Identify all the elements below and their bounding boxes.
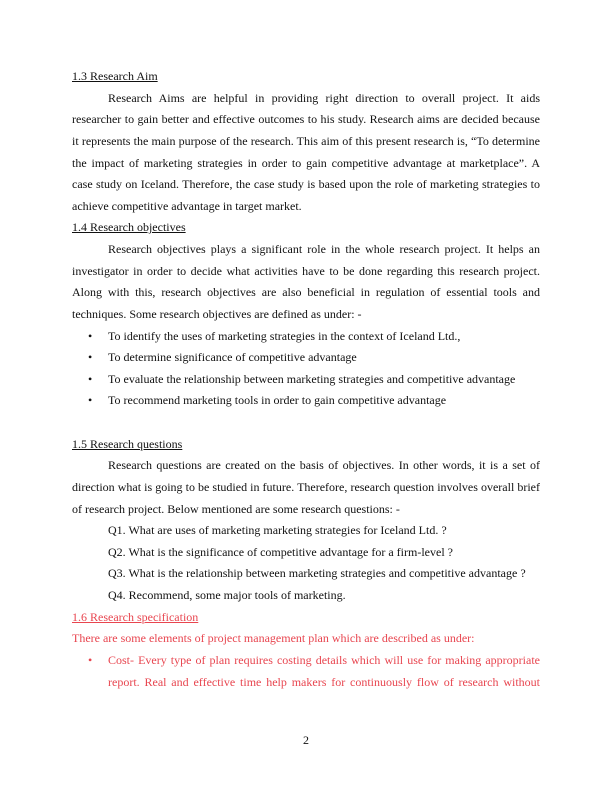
paragraph-line: case study on Iceland. Therefore, the case study is based upon the role of marketing strategies to: [72, 177, 540, 192]
paragraph-line: researcher to gain better and effective outcomes to his study. Research aims are decided because: [72, 112, 540, 127]
bullet-text: Cost- Every type of plan requires costing details which will use for making appropriate: [108, 652, 540, 667]
blank-line: [72, 412, 540, 434]
bullet-text: To evaluate the relationship between marketing strategies and competitive advantage: [108, 371, 516, 386]
paragraph-line: it represents the main purpose of the research. This aim of this present research is, “To determine: [72, 133, 540, 148]
paragraph-line: direction what is going to be studied in future. Therefore, research question involves overall brief: [72, 479, 540, 494]
heading-research-objectives: 1.4 Research objectives: [72, 220, 186, 235]
page-number: 2: [303, 733, 309, 747]
bullet-item: [72, 390, 540, 412]
paragraph-line: Along with this, research objectives are also beneficial in regulation of essential tools and: [72, 285, 540, 300]
question-item: Q4. Recommend, some major tools of marketing.: [108, 588, 346, 602]
bullet-item: [72, 347, 540, 369]
bullet-continuation: report. Real and effective time help makers for continuously flow of research without: [108, 674, 540, 689]
question-item: Q3. What is the relationship between marketing strategies and competitive advantage ?: [108, 566, 526, 581]
paragraph-line: of research project. Below mentioned are some research questions: -: [72, 501, 400, 516]
bullet-item: [72, 650, 540, 672]
question-item: Q2. What is the significance of competitive advantage for a firm-level ?: [108, 544, 453, 559]
heading-research-aim: 1.3 Research Aim: [72, 69, 158, 83]
bullet-text: To identify the uses of marketing strategies in the context of Iceland Ltd.,: [108, 328, 461, 343]
bullet-text: To determine significance of competitive advantage: [108, 350, 357, 365]
paragraph-line: achieve competitive advantage in target market.: [72, 198, 302, 213]
bullet-icon: •: [88, 393, 93, 408]
heading-research-specification: 1.6 Research specification: [72, 609, 199, 624]
paragraph-line: investigator in order to decide what activities have to be done regarding this research project.: [72, 263, 540, 278]
bullet-icon: •: [88, 328, 93, 343]
paragraph-line: There are some elements of project management plan which are described as under:: [72, 631, 475, 646]
paragraph-line: techniques. Some research objectives are defined as under: -: [72, 306, 362, 321]
question-item: Q1. What are uses of marketing marketing strategies for Iceland Ltd. ?: [108, 523, 447, 538]
bullet-item: [72, 369, 540, 391]
heading-research-questions: 1.5 Research questions: [72, 436, 183, 451]
bullet-icon: •: [88, 652, 93, 667]
paragraph-line: Research Aims are helpful in providing right direction to overall project. It aids: [108, 90, 540, 105]
bullet-text: To recommend marketing tools in order to gain competitive advantage: [108, 393, 447, 408]
bullet-icon: •: [88, 350, 93, 365]
paragraph-line: the impact of marketing strategies in order to gain competitive advantage at marketplace”. A: [72, 155, 540, 170]
bullet-item: [72, 326, 540, 348]
bullet-icon: •: [88, 371, 93, 386]
paragraph-line: Research objectives plays a significant role in the whole research project. It helps an: [108, 242, 540, 256]
paragraph-line: Research questions are created on the basis of objectives. In other words, it is a set of: [108, 458, 540, 473]
document-body: [72, 66, 540, 693]
